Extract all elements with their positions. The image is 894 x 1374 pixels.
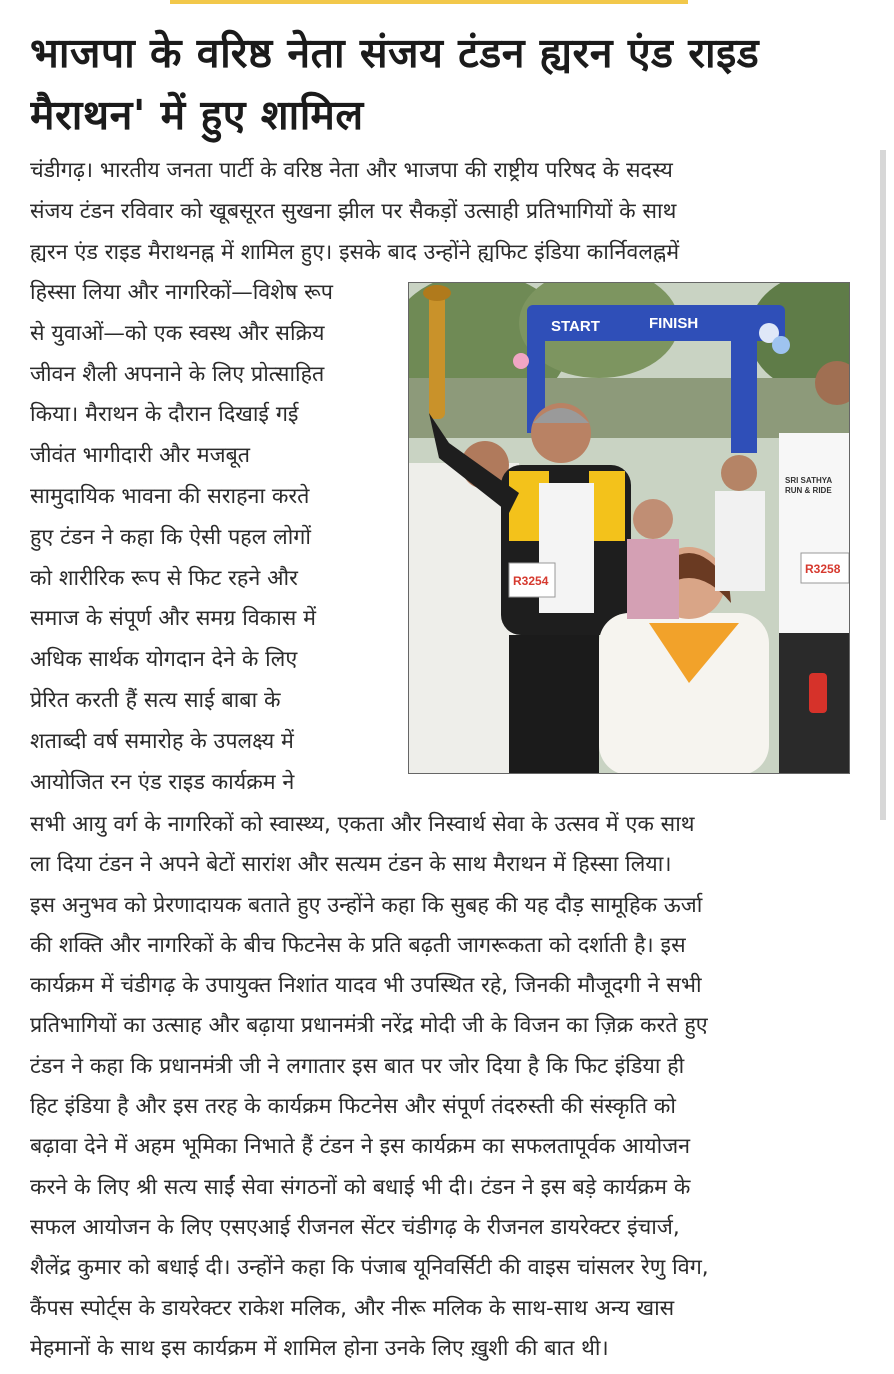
bib-left-number: R3254	[513, 574, 549, 588]
jacket-yellow-panel	[589, 471, 625, 541]
text-line: समाज के संपूर्ण और समग्र विकास में	[30, 606, 317, 632]
marathon-photo-illustration	[409, 283, 850, 774]
balloon	[513, 353, 529, 369]
text-line: अधिक सार्थक योगदान देने के लिए	[30, 647, 298, 673]
crowd-head	[633, 499, 673, 539]
banner-start-text: START	[551, 318, 600, 335]
text-line: प्रतिभागियों का उत्साह और बढ़ाया प्रधानमंत्री नरेंद्र मोदी जी के विजन का ज़िक्र करते हुए	[30, 1013, 708, 1039]
text-line: ह्यरन एंड राइड मैराथनह्न में शामिल हुए। इसके बाद उन्होंने ह्यफिट इंडिया कार्निवलह्नमें	[30, 240, 680, 265]
red-microphone	[809, 673, 827, 713]
text-line: कैंपस स्पोर्ट्स के डायरेक्टर राकेश मलिक, और नीरू मलिक के साथ-साथ अन्य खास	[30, 1295, 675, 1321]
text-line: सामुदायिक भावना की सराहना करते	[30, 483, 310, 509]
text-line: चंडीगढ़। भारतीय जनता पार्टी के वरिष्ठ नेता और भाजपा की राष्ट्रीय परिषद के सदस्य	[30, 158, 673, 183]
page-edge-shadow	[880, 150, 886, 820]
bib-right-number: R3258	[805, 562, 841, 576]
text-line: टंडन ने कहा कि प्रधानमंत्री जी ने लगातार इस बात पर जोर दिया है कि फिट इंडिया ही	[30, 1053, 685, 1079]
text-line: किया। मैराथन के दौरान दिखाई गई	[30, 402, 299, 428]
shirt-text: SRI SATHYA	[785, 476, 833, 485]
text-line: हुए टंडन ने कहा कि ऐसी पहल लोगों	[30, 524, 311, 550]
crowd-head	[721, 455, 757, 491]
text-line: प्रेरित करती हैं सत्य साई बाबा के	[30, 687, 281, 713]
headline-line: मैराथन' में हुए शामिल	[30, 91, 364, 139]
torch-top	[423, 285, 451, 301]
crowd-person	[715, 491, 765, 591]
text-line: जीवंत भागीदारी और मजबूत	[30, 443, 251, 469]
text-line: शताब्दी वर्ष समारोह के उपलक्ष्य में	[30, 728, 294, 754]
text-line: जीवन शैली अपनाने के लिए प्रोत्साहित	[30, 361, 325, 387]
balloon	[772, 336, 790, 354]
text-line: सभी आयु वर्ग के नागरिकों को स्वास्थ्य, एकता और निस्वार्थ सेवा के उत्सव में एक साथ	[30, 812, 695, 837]
crowd-person	[627, 539, 679, 619]
text-line: आयोजित रन एंड राइड कार्यक्रम ने	[30, 769, 295, 795]
text-line: ला दिया टंडन ने अपने बेटों सारांश और सत्यम टंडन के साथ मैराथन में हिस्सा लिया।	[30, 852, 672, 878]
text-line: कार्यक्रम में चंडीगढ़ के उपायुक्त निशांत यादव भी उपस्थित रहे, जिनकी मौजूदगी ने सभी	[30, 973, 702, 999]
man-trousers	[509, 635, 599, 774]
runner-white-tshirt	[779, 433, 850, 633]
text-line: शैलेंद्र कुमार को बधाई दी। उन्होंने कहा कि पंजाब यूनिवर्सिटी की वाइस चांसलर रेणु विग,	[30, 1255, 709, 1281]
left-column-paragraph	[30, 273, 395, 803]
banner-finish-text: FINISH	[649, 315, 699, 332]
text-line: हिस्सा लिया और नागरिकों—विशेष रूप	[30, 280, 334, 305]
intro-paragraph	[30, 150, 850, 273]
text-line: संजय टंडन रविवार को खूबसूरत सुखना झील पर सैकड़ों उत्साही प्रतिभागियों के साथ	[30, 199, 677, 224]
text-line: हिट इंडिया है और इस तरह के कार्यक्रम फिटनेस और संपूर्ण तंदरुस्ती की संस्कृति को	[30, 1094, 676, 1120]
text-line: मेहमानों के साथ इस कार्यक्रम में शामिल होना उनके लिए ख़ुशी की बात थी।	[30, 1335, 609, 1361]
news-photo	[408, 282, 850, 774]
text-line: की शक्ति और नागरिकों के बीच फिटनेस के प्रति बढ़ती जागरूकता को दर्शाती है। इस	[30, 932, 686, 958]
full-width-paragraph	[30, 805, 860, 1369]
background-crowd	[409, 378, 850, 438]
top-accent-rule	[170, 0, 688, 4]
text-line: इस अनुभव को प्रेरणादायक बताते हुए उन्होंने कहा कि सुबह की यह दौड़ सामूहिक ऊर्जा	[30, 892, 703, 918]
text-line: को शारीरिक रूप से फिट रहने और	[30, 565, 298, 591]
text-line: करने के लिए श्री सत्य साईं सेवा संगठनों को बधाई भी दी। टंडन ने इस बड़े कार्यक्रम के	[30, 1174, 691, 1200]
headline-line: भाजपा के वरिष्ठ नेता संजय टंडन ह्यरन एंड राइड	[30, 29, 760, 77]
text-line: बढ़ावा देने में अहम भूमिका निभाते हैं टंडन ने इस कार्यक्रम का सफलतापूर्वक आयोजन	[30, 1134, 691, 1160]
banner-pole-right	[731, 333, 757, 453]
text-line: से युवाओं—को एक स्वस्थ और सक्रिय	[30, 320, 325, 346]
headline	[30, 22, 870, 146]
text-line: सफल आयोजन के लिए एसएआई रीजनल सेंटर चंडीगढ़ के रीजनल डायरेक्टर इंचार्ज,	[30, 1214, 680, 1240]
torch	[429, 289, 445, 419]
shirt-text: RUN & RIDE	[785, 486, 832, 495]
